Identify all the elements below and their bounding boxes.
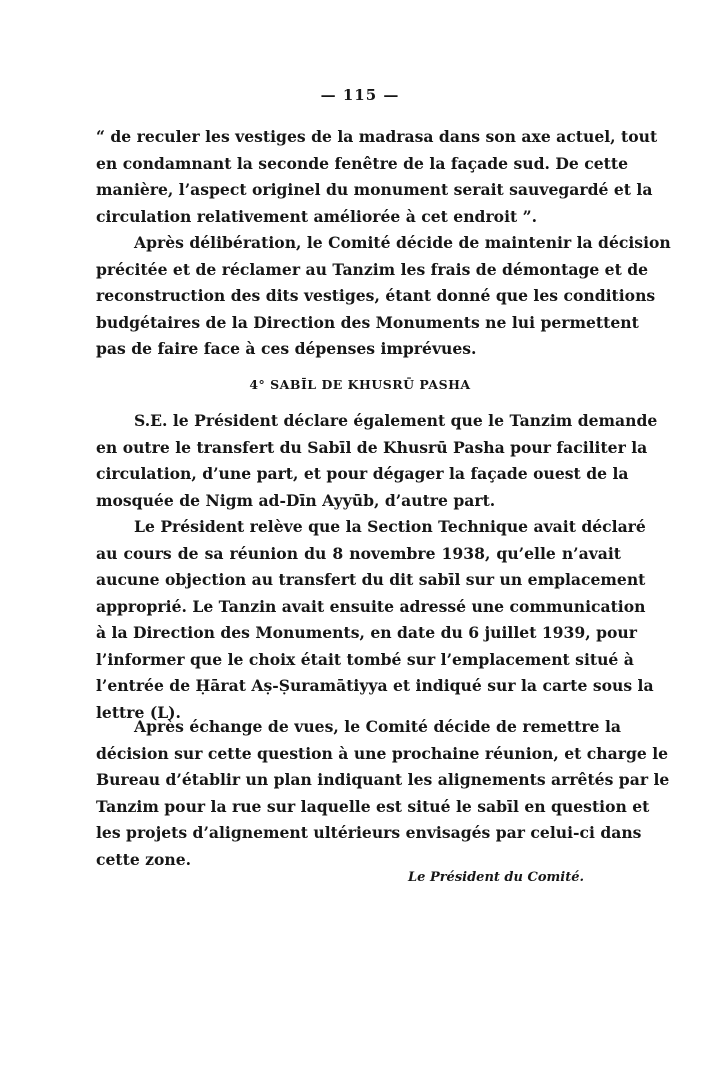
paragraph-1 (96, 124, 658, 230)
paragraph-4-line: aucune objection au transfert du dit sabīl sur un emplacement (96, 570, 646, 589)
paragraph-3 (96, 408, 658, 514)
paragraph-1-line: “ de reculer les vestiges de la madrasa dans son axe actuel, tout (96, 127, 658, 146)
paragraph-4-line: à la Direction des Monuments, en date du 6 juillet 1939, pour (96, 623, 637, 642)
paragraph-5-line: décision sur cette question à une prochaine réunion, et charge le (96, 743, 669, 763)
page-number: — 115 — (320, 86, 400, 104)
paragraph-4-line: au cours de sa réunion du 8 novembre 1938, qu’elle n’avait (96, 543, 621, 563)
paragraph-1-line: manière, l’aspect originel du monument serait sauvegardé et la (96, 180, 653, 199)
paragraph-4-line: Le Président relève que la Section Technique avait déclaré (134, 517, 646, 536)
paragraph-2-line: reconstruction des dits vestiges, étant donné que les conditions (96, 286, 656, 305)
paragraph-4-line: l’entrée de Ḥārat Aṣ-Ṣuramātiyya et indiqué sur la carte sous la (96, 676, 654, 695)
paragraph-2-line: pas de faire face à ces dépenses imprévues. (96, 339, 477, 358)
paragraph-3-line: mosquée de Nigm ad-Dīn Ayyūb, d’autre part. (96, 490, 496, 510)
paragraph-2-line: Après délibération, le Comité décide de maintenir la décision (134, 233, 671, 252)
paragraph-3-line: en outre le transfert du Sabīl de Khusrū Pasha pour faciliter la (96, 437, 648, 457)
paragraph-3-line: circulation, d’une part, et pour dégager la façade ouest de la (96, 464, 629, 483)
paragraph-5 (96, 714, 670, 873)
paragraph-5-line: Bureau d’établir un plan indiquant les alignements arrêtés par le (96, 770, 670, 789)
paragraph-5-line: Après échange de vues, le Comité décide de remettre la (134, 717, 621, 736)
paragraph-1-line: circulation relativement améliorée à cet endroit ”. (96, 206, 538, 226)
paragraph-5-line: cette zone. (96, 849, 192, 869)
paragraph-2-line: précitée et de réclamer au Tanzim les frais de démontage et de (96, 259, 649, 279)
paragraph-5-line: Tanzim pour la rue sur laquelle est situé le sabīl en question et (96, 796, 650, 816)
section-heading: 4° SABĪL DE KHUSRŪ PASHA (249, 377, 471, 392)
paragraph-4-line: approprié. Le Tanzin avait ensuite adressé une communication (96, 596, 646, 616)
paragraph-4-line: lettre (L). (96, 702, 181, 722)
paragraph-2-line: budgétaires de la Direction des Monuments ne lui permettent (96, 312, 639, 332)
paragraph-2 (96, 230, 671, 363)
paragraph-4 (96, 514, 654, 726)
signature: Le Président du Comité. (408, 870, 585, 885)
paragraph-5-line: les projets d’alignement ultérieurs envisagés par celui-ci dans (96, 823, 642, 842)
paragraph-3-line: S.E. le Président déclare également que le Tanzim demande (134, 411, 658, 430)
paragraph-4-line: l’informer que le choix était tombé sur l’emplacement situé à (96, 649, 634, 669)
paragraph-1-line: en condamnant la seconde fenêtre de la façade sud. De cette (96, 153, 629, 173)
